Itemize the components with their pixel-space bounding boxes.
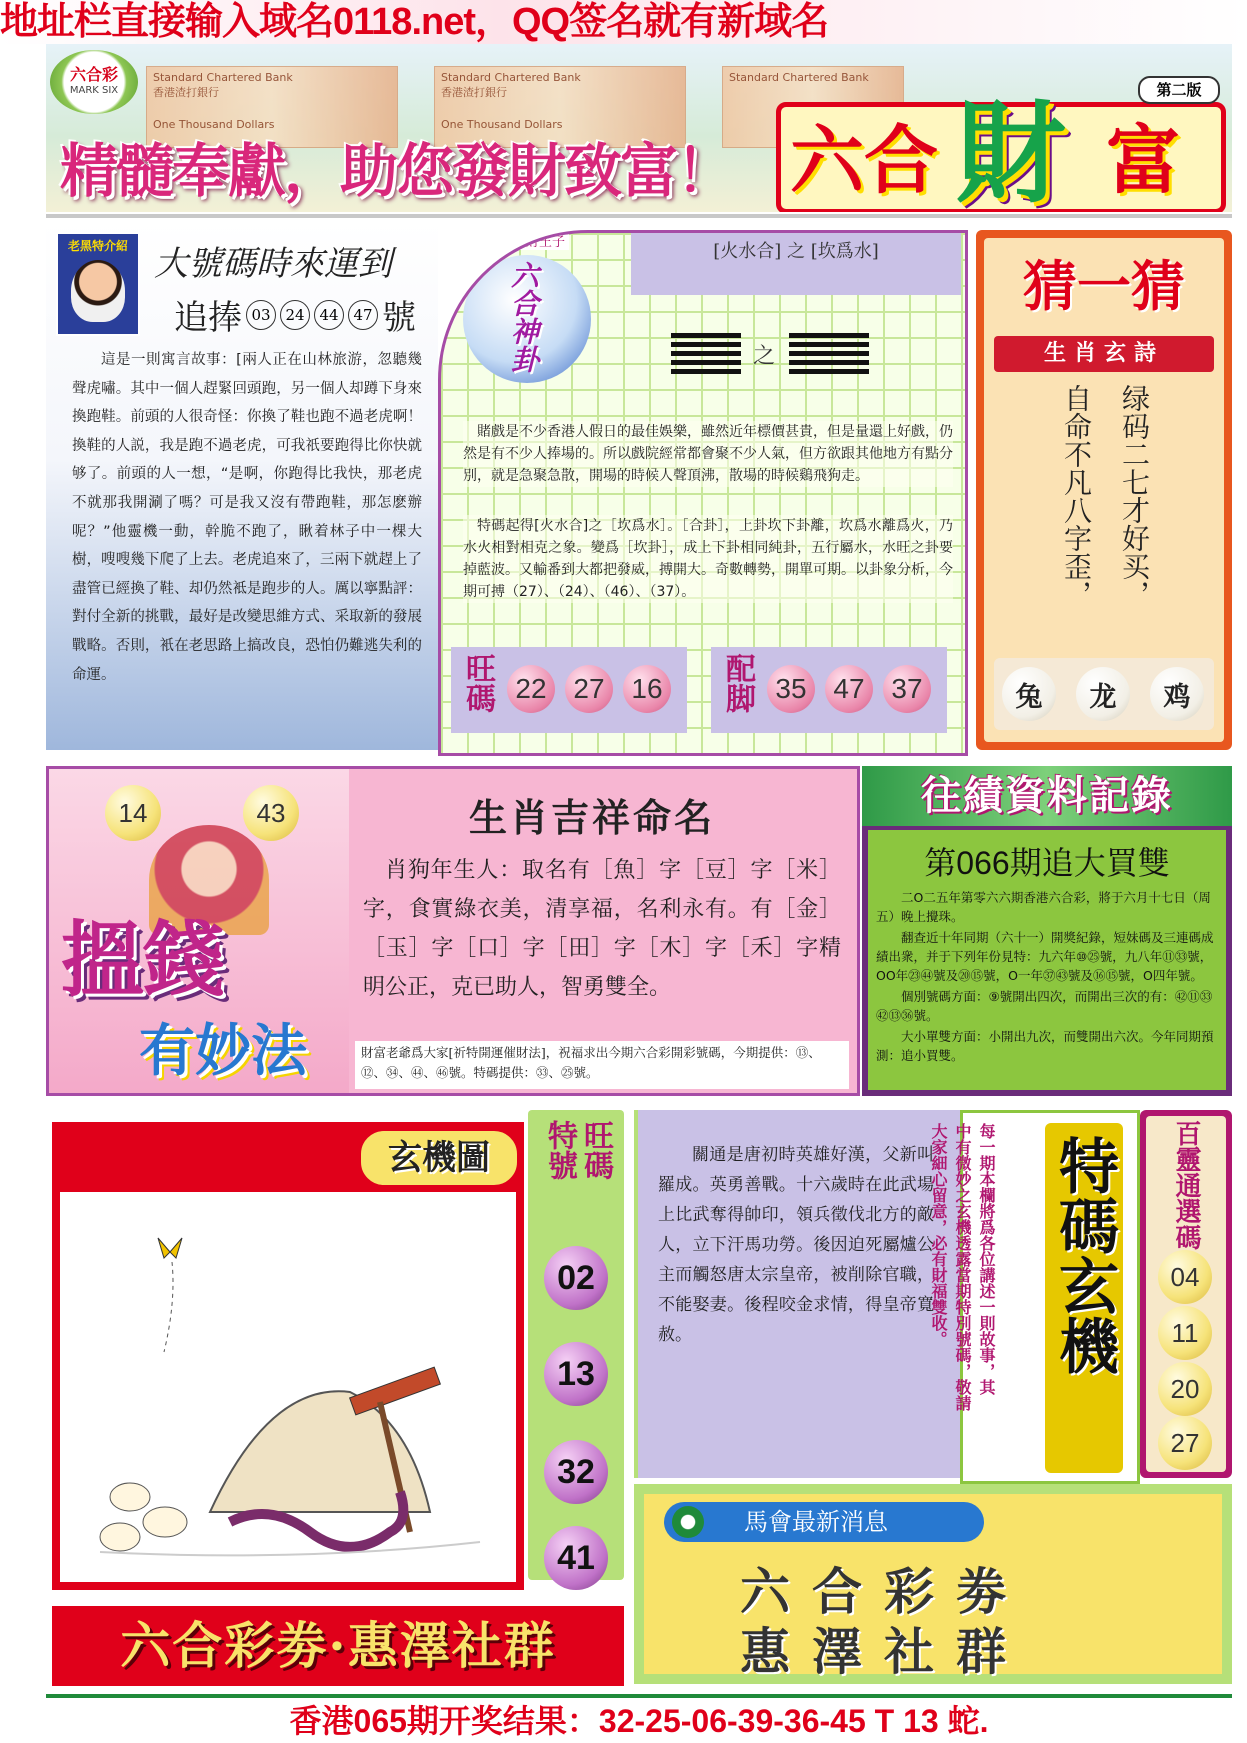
- record-p3: 個別號碼方面：⑨號開出四次，而開出三次的有：㊷⑪㉝㊷⑬㊱號。: [876, 989, 1213, 1023]
- naming-section: [46, 766, 860, 1096]
- story-num: 44: [314, 300, 344, 330]
- art-word-2: 有妙法: [139, 1018, 307, 1084]
- bailing-ball: 04: [1158, 1250, 1212, 1304]
- pei-ball: 47: [825, 665, 873, 713]
- bailing-ball: 11: [1158, 1306, 1212, 1360]
- guess-section: [976, 230, 1232, 750]
- tewang-ball: 02: [544, 1246, 608, 1310]
- guess-subtitle-bar: [994, 336, 1214, 372]
- record-section: [862, 766, 1232, 1096]
- slogan: 精髓奉獻，助您發財致富！: [60, 137, 733, 205]
- edition-badge: 第二版: [1138, 76, 1220, 104]
- gua-para1: 賭戲是不少香港人假日的最佳娛樂，雖然近年標價甚貴，但是量還上好戲，仍然是有不少人捧場的。所以戲院經常都會聚不少人氣，但方欲跟其他地方有點分別，就是急聚急散，開場的時候人聲頂沸，散場的時候鷄飛狗走。: [463, 421, 953, 487]
- header-divider: [46, 214, 1232, 218]
- bank-note-value: One Thousand Dollars: [153, 118, 275, 131]
- xuanji-illustration: [60, 1192, 516, 1582]
- story-subtitle-suffix: 號: [382, 298, 416, 338]
- author-badge: 老黑特介紹: [67, 239, 128, 253]
- mark-six-logo: [50, 50, 138, 114]
- tema-desc-col3: 大家細心留意，必有財福雙收。: [929, 1123, 948, 1347]
- pei-box: [711, 647, 947, 733]
- gua-heading-box: [631, 231, 961, 295]
- footer-left-text: 六合彩劵·惠澤社群: [120, 1616, 556, 1675]
- author-photo: [56, 232, 140, 336]
- record-p4: 大小單雙方面：小開出九次，而雙開出六次。今年同期預測：追小買雙。: [876, 1029, 1214, 1063]
- egg: [143, 1507, 187, 1537]
- trap-board: [350, 1367, 441, 1415]
- hexagram-right: [789, 333, 869, 375]
- animal-ball: 鸡: [1150, 667, 1204, 721]
- history-section: [634, 1110, 962, 1478]
- logo-text: 六合彩: [69, 65, 118, 84]
- xuanji-section: [52, 1122, 524, 1590]
- news-badge: [664, 1502, 984, 1542]
- bank-note-cn: 香港渣打銀行: [441, 86, 507, 99]
- art-word-1: 搵錢: [61, 912, 226, 1008]
- record-headline: 第066期追大買雙: [924, 845, 1170, 881]
- story-subtitle-prefix: 追捧: [174, 298, 242, 338]
- bottom-divider: [46, 1694, 1232, 1698]
- guess-title: 猜一猜: [1023, 254, 1185, 318]
- brand-cai: 財: [956, 89, 1066, 212]
- tewang-ball: 32: [544, 1440, 608, 1504]
- pei-ball: 37: [883, 665, 931, 713]
- gua-logo-text: 六合神卦: [507, 261, 540, 373]
- logo-sub: MARK SIX: [69, 85, 119, 96]
- gua-tag: 運財王子: [509, 231, 569, 250]
- news-section: [634, 1484, 1232, 1684]
- animal-bar: [994, 658, 1214, 730]
- gua-para2: 特碼起得[火水合]之［坎爲水］。［合卦］，上卦坎下卦離，坎爲水離爲火，乃水火相對相克之象。變爲［坎卦］，成上下卦相同純卦，五行屬水，水旺之卦要掉藍波。又輸番到大都把發威，搏開大。奇數轉勢，開單可期。以卦象分析，今期可搏（27）、（24）、（46）、（37）。: [463, 515, 953, 603]
- ball-icon: [672, 1506, 704, 1538]
- gua-logo: [463, 255, 591, 383]
- wang-label: 旺碼: [460, 653, 495, 713]
- story-section: [46, 222, 438, 750]
- news-line1: 六合彩劵: [740, 1562, 1028, 1621]
- xuanji-title: 玄機圖: [388, 1138, 490, 1178]
- top-banner-text: 地址栏直接输入域名0118.net，QQ签名就有新域名: [0, 1, 829, 43]
- flight-path: [164, 1262, 173, 1352]
- tema-desc-col2: 中有微妙之玄機透露當期特別號碼，敬請: [953, 1123, 972, 1411]
- wang-ball: 27: [565, 665, 613, 713]
- bottom-bar: [46, 1700, 1232, 1743]
- animal-ball: 兔: [1002, 667, 1056, 721]
- bailing-section: [1140, 1110, 1232, 1478]
- bailing-title: 百靈通選碼: [1171, 1120, 1201, 1250]
- record-title-bar: [862, 766, 1232, 826]
- egg: [110, 1483, 150, 1511]
- record-title: 往績資料記錄: [921, 772, 1173, 819]
- story-num: 47: [348, 300, 378, 330]
- pei-ball: 35: [767, 665, 815, 713]
- poem-col-1: 绿码二七才好买，: [1118, 384, 1151, 608]
- tewang-ball: 41: [544, 1526, 608, 1590]
- wang-ball: 22: [507, 665, 555, 713]
- naming-ball: 14: [105, 785, 161, 841]
- naming-ball: 43: [243, 785, 299, 841]
- tewang-section: [528, 1110, 624, 1580]
- bailing-inner: [1146, 1116, 1226, 1472]
- history-body: 關通是唐初時英雄好漢，父新叫羅成。英勇善戰。十六歲時在此武場上比武奪得帥印，領兵徵伐北方的敵人，立下汗馬功勞。後因迫死屬爐公主而觸怒唐太宗皇帝，被削除官職，不能娶妻。後程咬金求情，得皇帝寬赦。: [658, 1145, 934, 1345]
- egg: [100, 1523, 140, 1551]
- bank-note-label: Standard Chartered Bank: [153, 71, 293, 84]
- tema-desc-col1: 每一期本欄將爲各位講述一則故事，其: [977, 1123, 996, 1395]
- story-subtitle: [174, 290, 416, 339]
- author-avatar: [71, 260, 125, 322]
- xuanji-inner: [60, 1192, 516, 1582]
- tewang-ball: 13: [544, 1342, 608, 1406]
- poem-col-2: 自命不凡八字歪，: [1060, 384, 1093, 608]
- xuanji-badge: [358, 1128, 520, 1188]
- butterfly-icon: [158, 1238, 182, 1258]
- header: [46, 44, 1232, 212]
- bailing-ball: 27: [1158, 1416, 1212, 1470]
- naming-note: 財富老爺爲大家[祈特開運催財法]，祝福求出今期六合彩開彩號碼，今期提供：⑬、⑫、㉞、㊹、㊻號。特碼提供：㉝、㉕號。: [355, 1041, 849, 1089]
- story-num: 24: [280, 300, 310, 330]
- naming-body: 肖狗年生人：取名有［魚］字［豆］字［米］字，食實綠衣美，清享福，名利永有。有［金］［玉］字［口］字［田］字［木］字［禾］字精明公正，克已助人，智勇雙全。: [363, 858, 841, 1000]
- hexagram-left: [671, 333, 741, 375]
- gua-zhi: 之: [753, 344, 776, 369]
- record-p2: 翻查近十年同期（六十一）開獎紀錄，短妹碼及三連碼成績出衆，并于下列年份見特：九六年⑩㉕號，九八年⑪㉝號，OO年㉓㊹號及⑳⑮號，O一年㊲㊸號及⑯⑮號，O四年號。: [876, 930, 1214, 983]
- bank-note-label: Standard Chartered Bank: [441, 71, 581, 84]
- story-num: 03: [246, 300, 276, 330]
- guess-inner: [984, 238, 1224, 742]
- bank-note-value: One Thousand Dollars: [441, 118, 563, 131]
- tema-title-bar: [1045, 1123, 1123, 1473]
- news-inner: [644, 1494, 1222, 1681]
- top-banner: [0, 0, 1247, 44]
- tema-section: [929, 1110, 1140, 1484]
- record-p1: 二O二五年第零六六期香港六合彩，將于六月十七日（周五）晚上攪珠。: [876, 890, 1211, 924]
- bank-note-cn: 香港渣打銀行: [153, 86, 219, 99]
- brand-liuhe: 六合: [790, 118, 938, 204]
- wang-box: [451, 647, 687, 733]
- naming-title: 生肖吉祥命名: [469, 795, 716, 840]
- story-body: 這是一則寓言故事：[兩人正在山林旅游，忽聽幾聲虎嘯。其中一個人趕緊回頭跑，另一個人却蹲下身來換跑鞋。前頭的人很奇怪：你換了鞋也跑不過老虎啊！換鞋的人説，我是跑不過老虎，可我祇要跑得比你快就够了。前頭的人一想，“是啊，你跑得比我快，那老虎不就那我開涮了嗎？可是我又沒有帶跑鞋，那怎麽辦呢？”他靈機一動，幹脆不跑了，瞅着林子中一棵大樹，嗖嗖幾下爬了上去。老虎追來了，三兩下就趕上了盡管已經換了鞋、却仍然袛是跑步的人。厲以寧點評：對付全新的挑戰，最好是改變思維方式、采取新的發展戰略。否則，衹在老思路上搞改良，恐怕仍難逃失利的命運。: [72, 352, 422, 683]
- guess-subtitle: 生肖玄詩: [1043, 341, 1164, 366]
- footer-left-bar: [52, 1606, 624, 1686]
- gua-heading: [火水合] 之 [坎爲水]: [713, 241, 879, 262]
- hexagram-symbols: [671, 333, 881, 383]
- animal-ball: 龙: [1076, 667, 1130, 721]
- story-title: 大號碼時來運到: [154, 244, 392, 284]
- tewang-label-col1: 特號: [542, 1120, 577, 1180]
- wang-ball: 16: [623, 665, 671, 713]
- bank-note-label: Standard Chartered Bank: [729, 71, 869, 84]
- gua-section: [438, 230, 968, 756]
- tewang-label-col2: 旺碼: [578, 1120, 613, 1180]
- naming-art: [49, 769, 349, 1093]
- ground-shadow: [100, 1542, 480, 1555]
- bottom-bar-text: 香港065期开奖结果：32-25-06-39-36-45 T 13 蛇.: [289, 1703, 989, 1739]
- pei-label: 配脚: [720, 653, 755, 713]
- news-line2: 惠澤社群: [740, 1622, 1028, 1681]
- bailing-ball: 20: [1158, 1362, 1212, 1416]
- record-body-box: [868, 830, 1226, 1090]
- tema-title: 特碼玄機: [1049, 1135, 1119, 1375]
- news-badge-text: 馬會最新消息: [744, 1508, 888, 1536]
- brand-fu: 富: [1106, 118, 1180, 204]
